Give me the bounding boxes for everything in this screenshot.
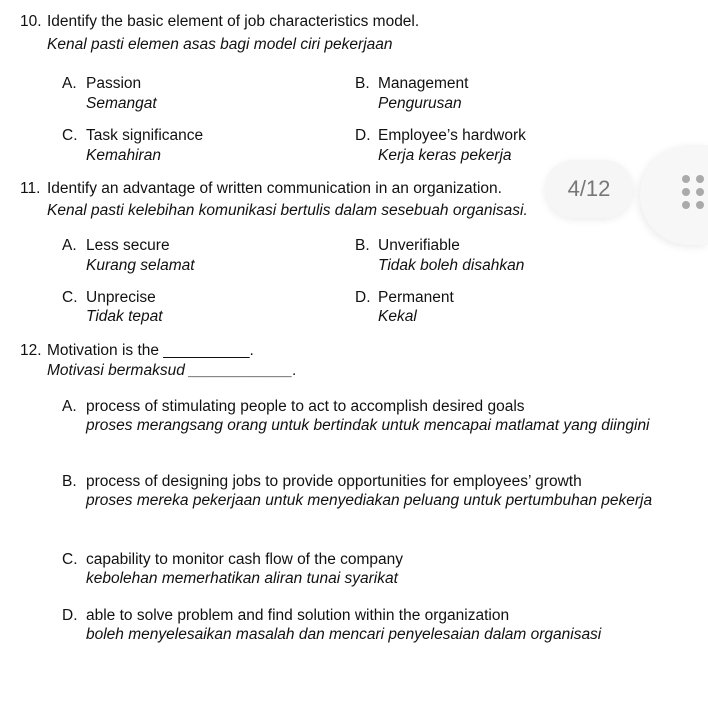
question-number: 10. <box>20 13 42 30</box>
question-translation: Kenal pasti elemen asas bagi model ciri pekerjaan <box>47 36 393 53</box>
question-text: Motivation is the __________. <box>47 342 254 359</box>
option-letter: D. <box>355 127 371 144</box>
grid-dots-icon <box>682 175 704 209</box>
option-text: capability to monitor cash flow of the company <box>86 551 404 568</box>
option-text: Employee’s hardwork <box>378 127 526 144</box>
option-text: Permanent <box>378 289 454 306</box>
option-letter: B. <box>62 473 77 490</box>
option-text: Unverifiable <box>378 237 460 254</box>
menu-button[interactable] <box>640 145 708 245</box>
option-translation: proses merangsang orang untuk bertindak untuk mencapai matlamat yang diingini <box>86 417 650 434</box>
option-translation: Kemahiran <box>86 147 161 164</box>
page-indicator <box>545 160 633 218</box>
option-letter: D. <box>355 289 371 306</box>
option-text: able to solve problem and find solution within the organization <box>86 607 510 624</box>
option-letter: A. <box>62 75 77 92</box>
option-translation: Tidak tepat <box>86 308 163 325</box>
question-translation: Kenal pasti kelebihan komunikasi bertulis dalam sesebuah organisasi. <box>47 202 528 219</box>
option-letter: D. <box>62 607 78 624</box>
option-text: Passion <box>86 75 142 92</box>
question-number: 12. <box>20 342 42 359</box>
option-translation: Kerja keras pekerja <box>378 147 512 164</box>
option-translation: proses mereka pekerjaan untuk menyediakan peluang untuk pertumbuhan pekerja <box>86 492 653 509</box>
option-text: process of stimulating people to act to accomplish desired goals <box>86 398 525 415</box>
option-text: Management <box>378 75 469 92</box>
question-translation: Motivasi bermaksud ____________. <box>47 362 297 379</box>
option-translation: Pengurusan <box>378 95 462 112</box>
option-letter: A. <box>62 398 77 415</box>
option-translation: Kurang selamat <box>86 257 195 274</box>
option-text: Less secure <box>86 237 170 254</box>
page-indicator-text: 4/12 <box>567 176 611 201</box>
option-text: process of designing jobs to provide opportunities for employees’ growth <box>86 473 582 490</box>
option-letter: B. <box>355 237 370 254</box>
option-letter: C. <box>62 127 78 144</box>
option-letter: C. <box>62 289 78 306</box>
option-translation: Semangat <box>86 95 157 112</box>
option-text: Unprecise <box>86 289 156 306</box>
option-translation: kebolehan memerhatikan aliran tunai syarikat <box>86 570 398 587</box>
option-translation: Kekal <box>378 308 417 325</box>
option-translation: Tidak boleh disahkan <box>378 257 525 274</box>
question-number: 11. <box>20 180 41 197</box>
question-text: Identify the basic element of job characteristics model. <box>47 13 420 30</box>
option-letter: B. <box>355 75 370 92</box>
question-text: Identify an advantage of written communication in an organization. <box>47 180 502 197</box>
option-letter: A. <box>62 237 77 254</box>
option-text: Task significance <box>86 127 204 144</box>
option-translation: boleh menyelesaikan masalah dan mencari penyelesaian dalam organisasi <box>86 626 602 643</box>
option-letter: C. <box>62 551 78 568</box>
